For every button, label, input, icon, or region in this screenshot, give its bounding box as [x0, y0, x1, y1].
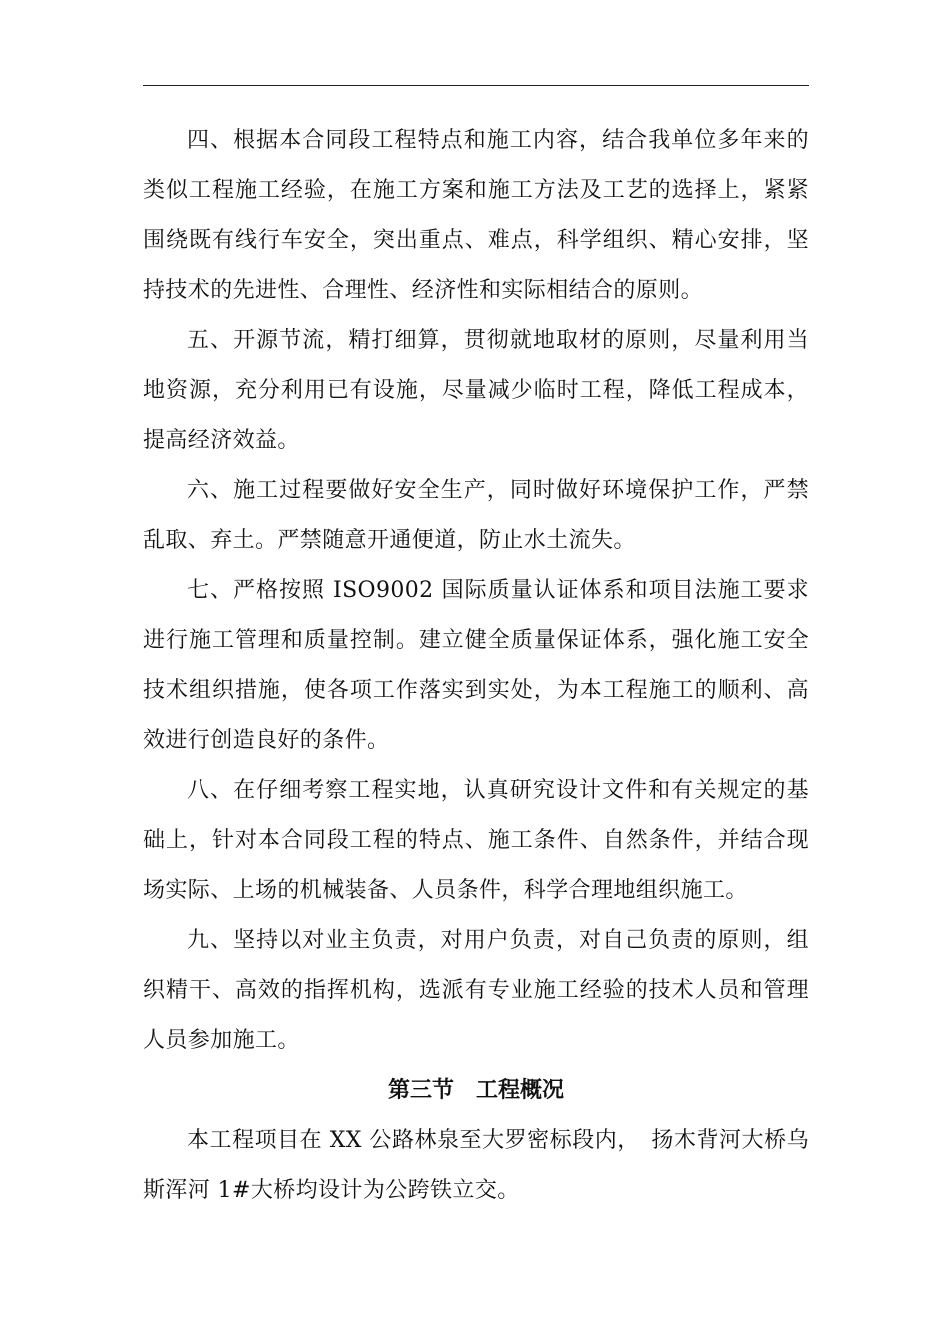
- paragraph-8: 八、在仔细考察工程实地，认真研究设计文件和有关规定的基础上，针对本合同段工程的特点、施工条件、自然条件，并结合现场实际、上场的机械装备、人员条件，科学合理地组织施工。: [143, 778, 809, 903]
- paragraph-9: 九、坚持以对业主负责，对用户负责，对自己负责的原则，组织精干、高效的指挥机构，选派有专业施工经验的技术人员和管理人员参加施工。: [143, 928, 809, 1053]
- project-overview-paragraph: 本工程项目在 XX 公路林泉至大罗密标段内， 扬木背河大桥乌斯浑河 1#大桥均设计为公跨铁立交。: [143, 1128, 809, 1203]
- paragraph-4: 四、根据本合同段工程特点和施工内容，结合我单位多年来的类似工程施工经验，在施工方案和施工方法及工艺的选择上，紧紧围绕既有线行车安全，突出重点、难点，科学组织、精心安排，坚持技术的先进性、合理性、经济性和实际相结合的原则。: [143, 128, 809, 303]
- section-title: 第三节 工程概况: [387, 1078, 564, 1103]
- paragraph-7: 七、严格按照 ISO9002 国际质量认证体系和项目法施工要求进行施工管理和质量控制。建立健全质量保证体系，强化施工安全技术组织措施，使各项工作落实到实处，为本工程施工的顺利、高效进行创造良好的条件。: [143, 578, 809, 753]
- document-body: [143, 116, 809, 1216]
- header-rule: [143, 85, 809, 86]
- paragraph-6: 六、施工过程要做好安全生产，同时做好环境保护工作，严禁乱取、弃土。严禁随意开通便道，防止水土流失。: [143, 478, 809, 553]
- paragraph-5: 五、开源节流，精打细算，贯彻就地取材的原则，尽量利用当地资源，充分利用已有设施，尽量减少临时工程，降低工程成本，提高经济效益。: [143, 328, 809, 453]
